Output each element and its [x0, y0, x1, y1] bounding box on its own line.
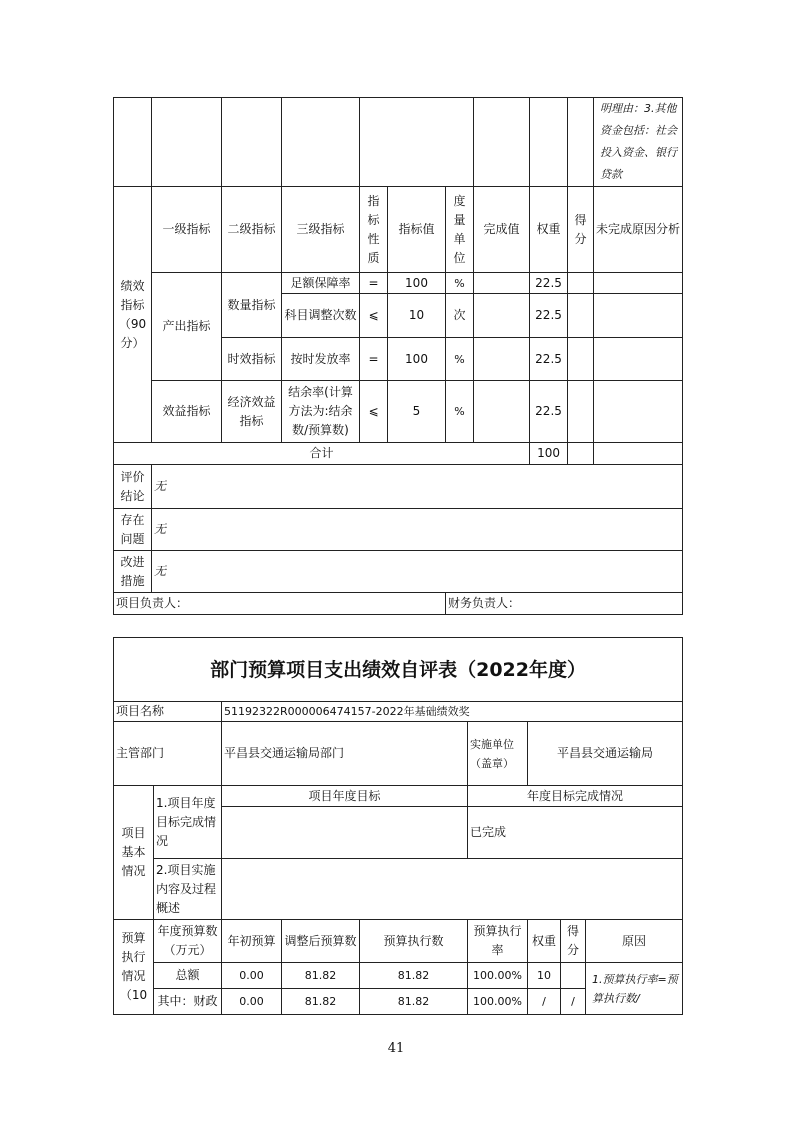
- header-annual: 年度预算数（万元）: [154, 920, 222, 963]
- row-nature: =: [360, 338, 388, 381]
- row-weight: 22.5: [530, 338, 568, 381]
- project-name-label: 项目名称: [114, 702, 222, 722]
- completion-header: 年度目标完成情况: [468, 786, 683, 807]
- completion-value: 已完成: [468, 807, 683, 859]
- row-level3: 足额保障率: [282, 273, 360, 294]
- header-adjusted: 调整后预算数: [282, 920, 360, 963]
- reason-note: 1.预算执行率=预算执行数/: [586, 963, 683, 1015]
- budget-label: 预算执行情况（10: [114, 920, 154, 1015]
- annual-goal-header: 项目年度目标: [222, 786, 468, 807]
- blank-cell: [152, 98, 222, 187]
- header-initial: 年初预算: [222, 920, 282, 963]
- row-score: [568, 381, 594, 443]
- impl-unit-value: 平昌县交通运输局: [528, 722, 683, 786]
- group-output: 产出指标: [152, 273, 222, 381]
- blank-cell: [222, 98, 282, 187]
- problems-label: 存在问题: [114, 509, 152, 551]
- budget-row-adjusted: 81.82: [282, 989, 360, 1015]
- row-reason: [594, 381, 683, 443]
- total-reason: [594, 443, 683, 465]
- header-executed: 预算执行数: [360, 920, 468, 963]
- evaluation-value: 无: [152, 465, 683, 509]
- budget-row-rate: 100.00%: [468, 989, 528, 1015]
- budget-row-score: /: [561, 989, 586, 1015]
- row-weight: 22.5: [530, 294, 568, 338]
- budget-row-executed: 81.82: [360, 963, 468, 989]
- content-value: [222, 859, 683, 920]
- performance-indicator-table: [113, 97, 683, 615]
- row-nature: ⩽: [360, 294, 388, 338]
- row-reason: [594, 294, 683, 338]
- project-name-value: 51192322R000006474157-2022年基础绩效奖: [222, 702, 683, 722]
- header-level1: 一级指标: [152, 187, 222, 273]
- header-score: 得分: [561, 920, 586, 963]
- problems-value: 无: [152, 509, 683, 551]
- improvements-label: 改进措施: [114, 551, 152, 593]
- row-level3: 科目调整次数: [282, 294, 360, 338]
- row-nature: ⩽: [360, 381, 388, 443]
- header-level2: 二级指标: [222, 187, 282, 273]
- row-value: 100: [388, 338, 446, 381]
- row-score: [568, 273, 594, 294]
- content-label: 2.项目实施内容及过程概述: [154, 859, 222, 920]
- row-unit: %: [446, 381, 474, 443]
- group-benefit: 效益指标: [152, 381, 222, 443]
- row-actual: [474, 294, 530, 338]
- funding-note: 明理由：3.其他资金包括：社会投入资金、银行贷款: [594, 98, 683, 187]
- category-label: 绩效指标（90分）: [114, 187, 152, 443]
- row-weight: 22.5: [530, 381, 568, 443]
- row-nature: =: [360, 273, 388, 294]
- row-level3: 按时发放率: [282, 338, 360, 381]
- group-timeliness: 时效指标: [222, 338, 282, 381]
- budget-row-initial: 0.00: [222, 963, 282, 989]
- row-weight: 22.5: [530, 273, 568, 294]
- header-level3: 三级指标: [282, 187, 360, 273]
- blank-cell: [282, 98, 360, 187]
- row-unit: 次: [446, 294, 474, 338]
- group-economic: 经济效益指标: [222, 381, 282, 443]
- total-label: 合计: [114, 443, 530, 465]
- row-score: [568, 338, 594, 381]
- group-quantity: 数量指标: [222, 273, 282, 338]
- row-actual: [474, 381, 530, 443]
- improvements-value: 无: [152, 551, 683, 593]
- blank-cell: [360, 98, 474, 187]
- impl-unit-label: 实施单位（盖章）: [468, 722, 528, 786]
- header-rate: 预算执行率: [468, 920, 528, 963]
- dept-value: 平昌县交通运输局部门: [222, 722, 468, 786]
- total-weight: 100: [530, 443, 568, 465]
- header-weight: 权重: [530, 187, 568, 273]
- header-actual: 完成值: [474, 187, 530, 273]
- header-score: 得分: [568, 187, 594, 273]
- basic-info-label: 项目基本情况: [114, 786, 154, 920]
- budget-self-evaluation-table: [113, 637, 683, 1015]
- budget-row-initial: 0.00: [222, 989, 282, 1015]
- form-title: 部门预算项目支出绩效自评表（2022年度）: [114, 638, 683, 702]
- header-unit: 度量单位: [446, 187, 474, 273]
- row-value: 100: [388, 273, 446, 294]
- budget-row-name: 其中：财政: [154, 989, 222, 1015]
- row-unit: %: [446, 338, 474, 381]
- blank-cell: [530, 98, 568, 187]
- header-value: 指标值: [388, 187, 446, 273]
- row-level3: 结余率(计算方法为:结余数/预算数): [282, 381, 360, 443]
- blank-cell: [114, 98, 152, 187]
- header-reason: 未完成原因分析: [594, 187, 683, 273]
- budget-row-name: 总额: [154, 963, 222, 989]
- dept-label: 主管部门: [114, 722, 222, 786]
- header-reason: 原因: [586, 920, 683, 963]
- budget-row-executed: 81.82: [360, 989, 468, 1015]
- budget-row-weight: /: [528, 989, 561, 1015]
- budget-row-adjusted: 81.82: [282, 963, 360, 989]
- row-unit: %: [446, 273, 474, 294]
- finance-leader: 财务负责人：: [446, 593, 683, 615]
- goal-label: 1.项目年度目标完成情况: [154, 786, 222, 859]
- header-nature: 指标性质: [360, 187, 388, 273]
- blank-cell: [568, 98, 594, 187]
- row-reason: [594, 273, 683, 294]
- budget-row-rate: 100.00%: [468, 963, 528, 989]
- evaluation-label: 评价结论: [114, 465, 152, 509]
- budget-row-weight: 10: [528, 963, 561, 989]
- page-number: 41: [387, 1041, 405, 1056]
- row-reason: [594, 338, 683, 381]
- row-actual: [474, 338, 530, 381]
- row-actual: [474, 273, 530, 294]
- budget-row-score: [561, 963, 586, 989]
- project-leader: 项目负责人：: [114, 593, 446, 615]
- header-weight: 权重: [528, 920, 561, 963]
- row-value: 5: [388, 381, 446, 443]
- row-value: 10: [388, 294, 446, 338]
- total-score: [568, 443, 594, 465]
- annual-goal-value: [222, 807, 468, 859]
- blank-cell: [474, 98, 530, 187]
- row-score: [568, 294, 594, 338]
